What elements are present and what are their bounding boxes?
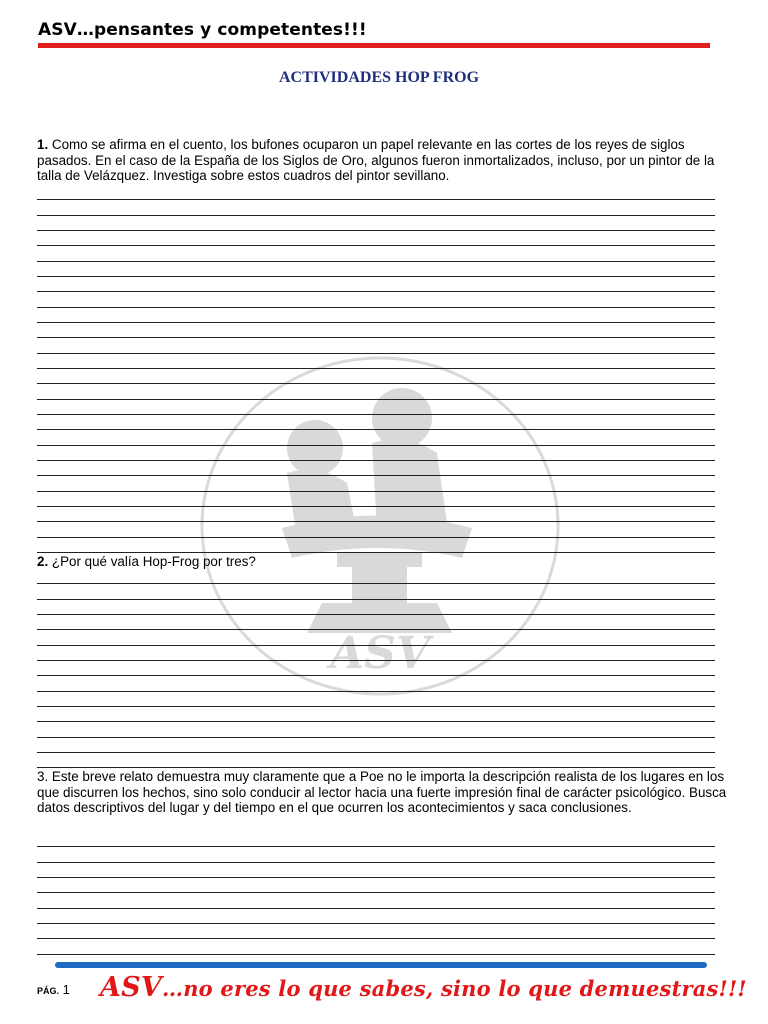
answer-lines-1[interactable]: [37, 185, 715, 553]
page-number: 1: [62, 982, 70, 997]
question-2-text: ¿Por qué valía Hop-Frog por tres?: [51, 554, 256, 569]
page-small: ÁG.: [43, 986, 60, 996]
answer-lines-3[interactable]: [37, 832, 715, 955]
watermark-text: ASV: [329, 628, 431, 679]
footer-slogan: [100, 972, 747, 1003]
question-2-number: 2.: [37, 554, 49, 569]
question-1-number: 1.: [37, 137, 49, 152]
footer-rule: [55, 962, 707, 968]
question-3: [37, 769, 727, 816]
question-2: [37, 554, 727, 570]
page-label: [37, 982, 70, 997]
question-1-text: Como se afirma en el cuento, los bufones ocuparon un papel relevante en las cortes de los reyes de siglos pasados. En el caso de la España de los Siglos de Oro, algunos fueron inmortalizados, incluso, por un pintor de la talla de Velázquez. Investiga sobre estos cuadros del pintor sevillano.: [37, 137, 715, 183]
question-3-text: Este breve relato demuestra muy claramente que a Poe no le importa la descripción realista de los lugares en los que discurren los hechos, sino solo conducir al lector hacia una fuerte impresión final de carácter psicológico. Busca datos descriptivos del lugar y del tiempo en el que ocurren los acontecimientos y saca conclusiones.: [37, 769, 727, 815]
document-title: ACTIVIDADES HOP FROG: [278, 69, 480, 86]
question-3-number: 3.: [37, 769, 49, 784]
question-1: [37, 137, 727, 184]
page-prefix: P: [37, 986, 44, 996]
header-title: ASV…pensantes y competentes!!!: [38, 20, 367, 40]
answer-lines-2[interactable]: [37, 569, 715, 768]
slogan-asv: ASV: [100, 972, 162, 1003]
slogan-rest: …no eres lo que sabes, sino lo que demuestras!!!: [162, 976, 747, 1001]
header-rule: [38, 43, 710, 48]
